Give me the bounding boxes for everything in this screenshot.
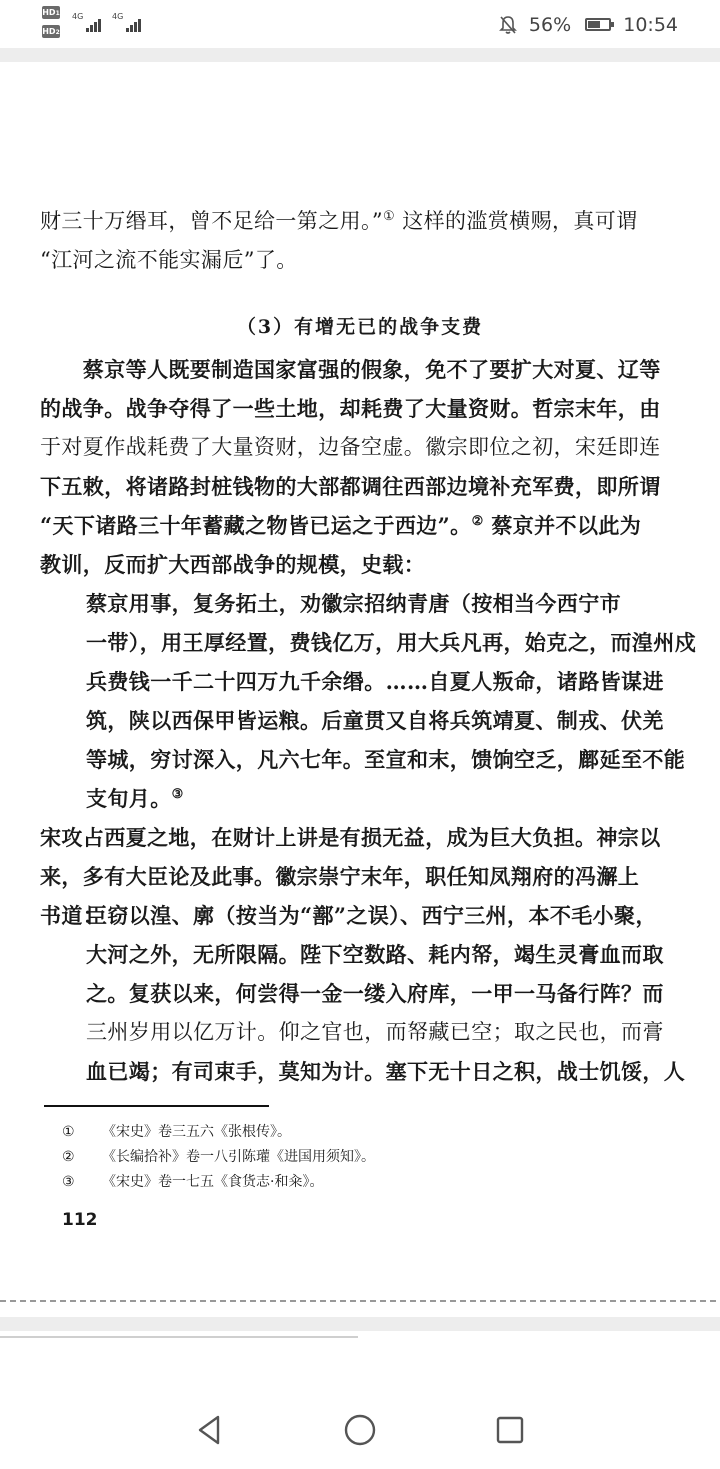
back-triangle-icon[interactable]	[190, 1410, 230, 1450]
battery-percent: 56%	[528, 13, 572, 36]
quote1-line: 等城，穷讨深入，凡六七年。至宣和末，馈饷空乏，鄜延至不能	[86, 747, 686, 772]
battery-icon	[585, 18, 611, 31]
paragraph-1	[40, 350, 680, 584]
footnote-1: ① 《宋史》卷三五六《张根传》。	[62, 1124, 291, 1140]
footnote-3: ③ 《宋史》卷一七五《食货志·和籴》。	[62, 1174, 324, 1190]
quote2-line: 三州岁用以亿万计。仰之官也，而帑藏已空；取之民也，而膏	[86, 1020, 664, 1044]
status-bar	[0, 0, 720, 48]
quote1-line: 兵费钱一千二十四万九千余缗。……自夏人叛命，诸路皆谋进	[86, 669, 664, 694]
para2-line: 宋攻占西夏之地，在财计上讲是有损无益，成为巨大负担。神宗以	[40, 825, 661, 850]
para1-line: 教训，反而扩大西部战争的规模，史载：	[40, 552, 426, 577]
quote2-line: 大河之外，无所限隔。陛下空数路、耗内帑，竭生灵膏血而取	[86, 942, 664, 967]
para1-line: 的战争。战争夺得了一些土地，却耗费了大量资财。哲宗末年，由	[40, 396, 661, 421]
home-circle-icon[interactable]	[340, 1410, 380, 1450]
mute-bell-icon	[499, 15, 517, 35]
para2-line: 书道：	[40, 903, 105, 928]
status-bar-right	[499, 10, 678, 38]
intro-line-2: “江河之流不能实漏卮”了。	[40, 248, 298, 272]
intro-paragraph	[40, 202, 680, 280]
clock: 10:54	[623, 13, 678, 36]
intro-line-1: 财三十万缗耳，曾不足给一第之用。”① 这样的滥赏横赐，真可谓	[40, 209, 638, 233]
page-gap-top	[0, 48, 720, 62]
document-page[interactable]	[0, 62, 720, 1317]
quote1-line: 蔡京用事，复务拓土，劝徽宗招纳青唐（按相当今西宁市	[86, 591, 621, 616]
hd-badge-sim2: HD2	[42, 27, 60, 36]
para1-line: 蔡京等人既要制造国家富强的假象，免不了要扩大对夏、辽等	[40, 357, 661, 382]
quote2-line: 血已竭；有司束手，莫知为计。塞下无十日之积，战士饥馁，人	[86, 1059, 686, 1084]
quote2-line: 之。复获以来，何尝得一金一缕入府库，一甲一马备行阵？而	[86, 981, 664, 1006]
signal-icon-2: 4G	[112, 14, 142, 32]
footnote-2: ② 《长编拾补》卷一八引陈瓘《进国用须知》。	[62, 1149, 375, 1165]
section-heading: （3）有增无已的战争支费	[236, 316, 484, 338]
hd-badge-sim1: HD1	[42, 8, 60, 17]
quote-1	[40, 584, 697, 818]
navigation-bar	[0, 1380, 720, 1469]
footnote-divider	[44, 1105, 269, 1107]
page-number: 112	[62, 1210, 98, 1230]
recent-square-icon[interactable]	[490, 1410, 530, 1450]
page-gap-bottom	[0, 1317, 720, 1331]
quote1-line: 一带），用王厚经置，费钱亿万，用大兵凡再，始克之，而湟州戍	[86, 630, 697, 655]
next-page-edge	[0, 1336, 358, 1338]
signal-icon: 4G	[72, 14, 102, 32]
para1-line: 于对夏作战耗费了大量资财，边备空虚。徽宗即位之初，宋廷即连	[40, 435, 661, 459]
quote1-line-6: 支旬月。③	[86, 786, 184, 811]
footnotes	[62, 1120, 375, 1195]
quote2-line: 臣窃以湟、廓（按当为“鄯”之误）、西宁三州，本不毛小聚，	[86, 903, 657, 928]
para1-line-5: “天下诸路三十年蓄藏之物皆已运之于西边”。② 蔡京并不以此为	[40, 513, 642, 538]
quote1-line: 筑，陕以西保甲皆运粮。后童贯又自将兵筑靖夏、制戎、伏羌	[86, 708, 664, 733]
quote-2	[40, 896, 686, 1091]
para2-line: 来，多有大臣论及此事。徽宗崇宁末年，职任知凤翔府的冯澥上	[40, 864, 640, 889]
scan-edge-line	[0, 1300, 720, 1302]
para1-line: 下五敕，将诸路封桩钱物的大部都调往西部边境补充军费，即所谓	[40, 474, 661, 499]
